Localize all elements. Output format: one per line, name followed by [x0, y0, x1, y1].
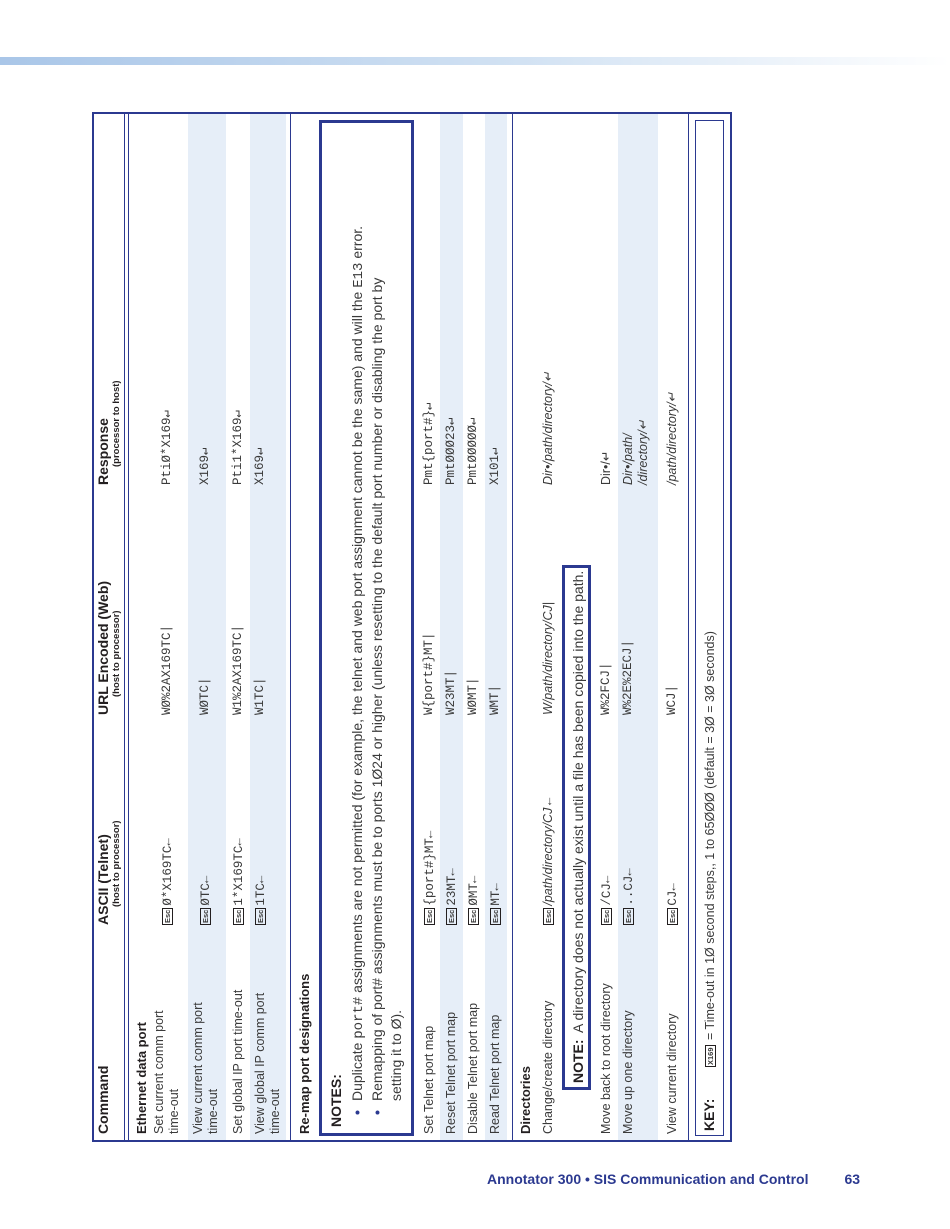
- url-cell: W1TC|: [253, 677, 267, 715]
- esc-key-icon: Esc: [668, 909, 678, 923]
- response-cell: PtiØ*X169↵: [160, 409, 174, 485]
- key-title: KEY:: [701, 1098, 717, 1131]
- ascii-cell: Esc/path/directory/CJ←: [541, 795, 555, 923]
- bullet-icon: •: [349, 1110, 365, 1115]
- table-row: [463, 114, 485, 1140]
- command-cell: Reset Telnet port map: [444, 1011, 458, 1134]
- table-row: [228, 114, 250, 1140]
- command-cell: Set Telnet port map: [422, 1025, 436, 1134]
- esc-key-icon: Esc: [602, 909, 612, 923]
- url-cell: W{port#}MT|: [422, 632, 436, 715]
- url-cell: WØMT|: [466, 677, 480, 715]
- header-double-rule: [125, 114, 129, 1140]
- table-row: [188, 114, 226, 1140]
- table-row: [541, 114, 563, 1140]
- ascii-cell: EscØMT←: [467, 875, 481, 923]
- esc-key-icon: Esc: [256, 909, 266, 923]
- response-cell: Dir•/↵: [599, 450, 613, 485]
- ascii-cell: EscØ*X169TC←: [161, 838, 175, 923]
- response-cell: PmtØØØØØ↵: [466, 417, 480, 485]
- page-footer: [487, 1171, 860, 1187]
- key-text: X169 = Time-out in 1Ø second steps,, 1 to 65ØØØ (default = 3Ø = 3Ø seconds): [703, 631, 717, 1065]
- response-cell: PmtØØØ23↵: [444, 417, 458, 485]
- command-cell: Disable Telnet port map: [466, 1002, 480, 1134]
- esc-key-icon: Esc: [469, 909, 479, 923]
- esc-key-icon: Esc: [163, 909, 173, 923]
- footer-title: Annotator 300 • SIS Communication and Control: [487, 1171, 809, 1187]
- table-row: [440, 114, 463, 1140]
- esc-key-icon: Esc: [234, 909, 244, 923]
- header-url: URL Encoded (Web) (host to processor): [95, 580, 122, 715]
- ascii-cell: Esc{port#}MT←: [423, 830, 437, 923]
- section-divider: [290, 114, 291, 1140]
- section-title-ethernet: Ethernet data port: [134, 1022, 149, 1134]
- table-row: [250, 114, 286, 1140]
- table-row: [660, 114, 682, 1140]
- ascii-cell: EscØTC←: [199, 875, 213, 923]
- ascii-cell: Esc1*X169TC←: [232, 838, 246, 923]
- top-accent-band: [0, 57, 950, 65]
- key-box: [695, 120, 724, 1136]
- ascii-cell: Esc1TC←: [254, 875, 268, 923]
- url-cell: WMT|: [488, 684, 502, 715]
- url-cell: W/path/directory/CJ|: [541, 601, 555, 715]
- response-cell: Pti1*X169↵: [231, 409, 245, 485]
- command-cell: View current directory: [665, 1013, 679, 1134]
- bullet-icon: •: [369, 1110, 385, 1115]
- url-cell: W%2E%2ECJ|: [621, 639, 635, 715]
- command-cell: Move back to root directory: [599, 983, 613, 1134]
- notes-box: [319, 120, 414, 1136]
- notes-title: NOTES:: [328, 1074, 344, 1127]
- note-text: A directory does not actually exist until a file has been copied into the path.: [570, 570, 586, 1033]
- esc-key-icon: Esc: [491, 909, 501, 923]
- note-title: NOTE:: [570, 1039, 586, 1083]
- section-divider: [688, 114, 689, 1140]
- esc-key-icon: Esc: [624, 909, 634, 923]
- variable-key-icon: X169: [706, 1047, 716, 1065]
- esc-key-icon: Esc: [544, 909, 554, 923]
- table-row: [485, 114, 507, 1140]
- url-cell: W%2FCJ|: [599, 662, 613, 715]
- table-row: [152, 114, 188, 1140]
- response-cell: Pmt{port#}↵: [422, 402, 436, 485]
- rotated-command-table: [92, 112, 732, 1142]
- command-cell: Change/create directory: [541, 1000, 555, 1134]
- url-cell: W23MT|: [444, 669, 458, 715]
- response-cell: /path/directory/↵: [665, 391, 679, 485]
- section-divider: [512, 114, 513, 1140]
- url-cell: WØ%2AX169TC|: [160, 624, 174, 715]
- ascii-cell: EscCJ←: [666, 883, 680, 923]
- ascii-cell: Esc/CJ←: [600, 875, 614, 923]
- sis-command-table: [92, 112, 732, 1142]
- page-number: 63: [844, 1171, 861, 1187]
- section-title-directories: Directories: [518, 1066, 533, 1134]
- command-cell: Move up one directory: [621, 1010, 635, 1134]
- response-cell: X169↵: [253, 447, 267, 485]
- command-cell: Set current comm port time-out: [152, 1010, 181, 1134]
- command-cell: View global IP comm port time-out: [253, 992, 282, 1134]
- url-cell: WØTC|: [198, 677, 212, 715]
- response-cell: Dir•/path/directory/↵: [541, 371, 555, 485]
- response-cell: X169↵: [198, 447, 212, 485]
- response-cell: Dir•/path/ /directory/↵: [621, 419, 650, 485]
- table-row: [618, 114, 658, 1140]
- note-bullet-1: • Duplicate port# assignments are not permitted (for example, the telnet and web port assignment cannot be the same) and will the E13 error.: [349, 225, 367, 1115]
- esc-key-icon: Esc: [447, 909, 457, 923]
- ascii-cell: Esc23MT←: [445, 868, 459, 923]
- header-response: Response (processor to host): [95, 380, 122, 485]
- ascii-cell: Esc..CJ←: [622, 868, 636, 923]
- command-cell: Set global IP port time-out: [231, 989, 245, 1134]
- note-bullet-2: • Remapping of port# assignments must be to ports 1Ø24 or higher (unless resetting to the default port number or disabling the port by setting it to Ø).: [369, 277, 404, 1115]
- url-cell: W1%2AX169TC|: [231, 624, 245, 715]
- url-cell: WCJ|: [665, 684, 679, 715]
- esc-key-icon: Esc: [201, 909, 211, 923]
- header-ascii: ASCII (Telnet) (host to processor): [95, 820, 122, 925]
- command-cell: Read Telnet port map: [488, 1014, 502, 1134]
- table-header: [94, 114, 125, 1140]
- header-command: Command: [95, 1065, 111, 1134]
- section-title-remap: Re-map port designations: [297, 973, 312, 1134]
- response-cell: X101↵: [488, 447, 502, 485]
- ascii-cell: EscMT←: [489, 883, 503, 923]
- command-cell: View current comm port time-out: [191, 1002, 220, 1134]
- note-box: [562, 565, 591, 1090]
- esc-key-icon: Esc: [425, 909, 435, 923]
